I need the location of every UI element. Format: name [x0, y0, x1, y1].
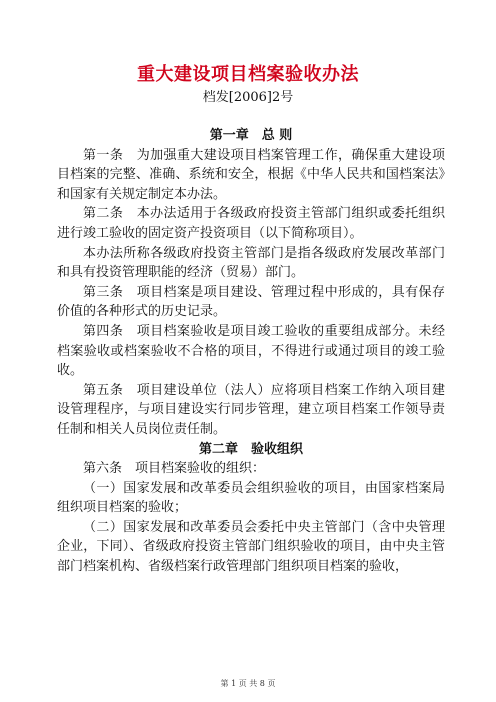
- document-title: 重大建设项目档案验收办法: [137, 64, 359, 85]
- document-body: [57, 126, 445, 577]
- article-paragraph: （二）国家发展和改革委员会委托中央主管部门（含中央管理企业，下同）、省级政府投资主管部门组织验收的项目，由中央主管部门档案机构、省级档案行政管理部门组织项目档案的验收，: [57, 519, 445, 575]
- article-paragraph: （一）国家发展和改革委员会组织验收的项目，由国家档案局组织项目档案的验收；: [57, 480, 445, 516]
- article-paragraph: 第三条 项目档案是项目建设、管理过程中形成的，具有保存价值的各种形式的历史记录。: [57, 284, 445, 320]
- document-number: 档发[2006]2号: [202, 90, 294, 105]
- page-footer: 第 1 页 共 8 页: [220, 679, 276, 688]
- chapter-heading: 第二章 验收组织: [198, 441, 303, 457]
- article-paragraph: 本办法所称各级政府投资主管部门是指各级政府发展改革部门和具有投资管理职能的经济（贸易）部门。: [57, 245, 445, 281]
- article-paragraph: 第五条 项目建设单位（法人）应将项目档案工作纳入项目建设管理程序，与项目建设实行同步管理，建立项目档案工作领导责任制和相关人员岗位责任制。: [57, 382, 445, 437]
- article-paragraph: 第六条 项目档案验收的组织：: [83, 461, 266, 477]
- article-paragraph: 第一条 为加强重大建设项目档案管理工作，确保重大建设项目档案的完整、准确、系统和安全，根据《中华人民共和国档案法》和国家有关规定制定本办法。: [57, 147, 445, 202]
- article-paragraph: 第二条 本办法适用于各级政府投资主管部门组织或委托组织进行竣工验收的固定资产投资项目（以下简称项目）。: [57, 206, 445, 241]
- article-paragraph: 第四条 项目档案验收是项目竣工验收的重要组成部分。未经档案验收或档案验收不合格的项目，不得进行或通过项目的竣工验收。: [57, 323, 445, 379]
- chapter-heading: 第一章 总 则: [209, 128, 293, 143]
